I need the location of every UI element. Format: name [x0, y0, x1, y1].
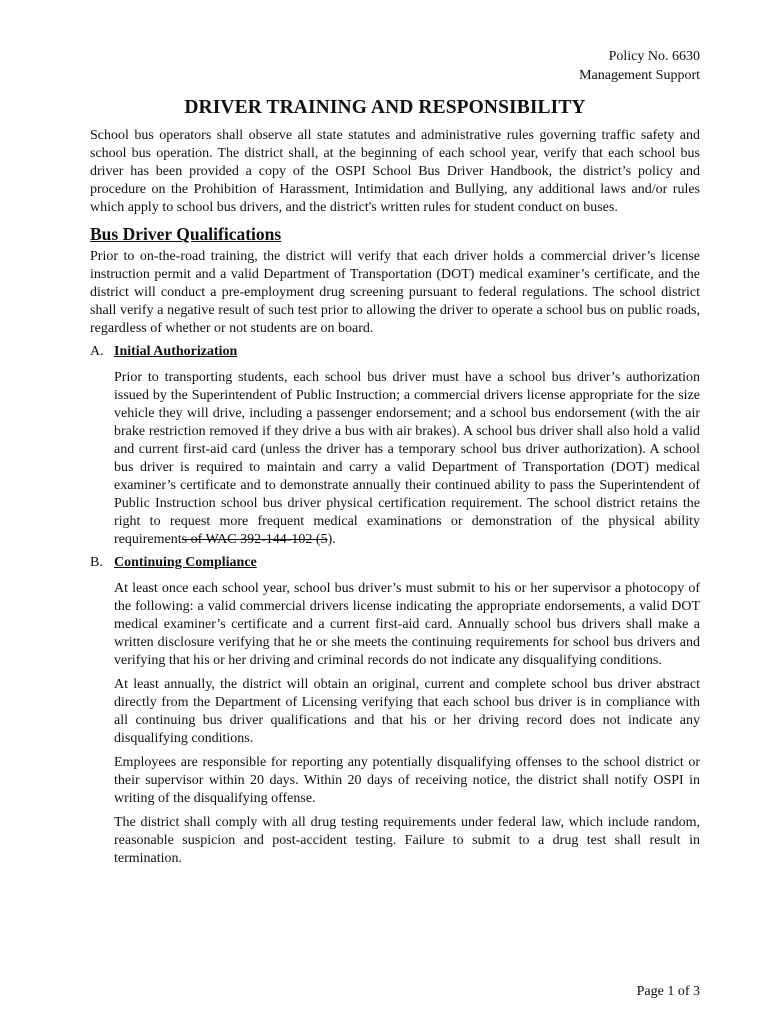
subsection-a-heading: [90, 343, 700, 361]
section-heading-qualifications: Bus Driver Qualifications: [90, 224, 282, 244]
page-title: DRIVER TRAINING AND RESPONSIBILITY: [184, 97, 586, 118]
subsection-b-paragraph: Employees are responsible for reporting any potentially disqualifying offenses to the school district or their supervisor within 20 days. Within 20 days of receiving notice, the district shall notify OSPI in writing of the disqualifying offense.: [114, 755, 700, 806]
subsection-b-letter: B.: [90, 555, 103, 570]
policy-category: Management Support: [579, 68, 700, 83]
subsection-b-title: Continuing Compliance: [114, 555, 257, 570]
intro-paragraph: School bus operators shall observe all state statutes and administrative rules governing traffic safety and school bus operation. The district shall, at the beginning of each school year, verify that each school bus driver has been provided a copy of the OSPI School Bus Driver Handbook, the district’s policy and procedure on the Prohibition of Harassment, Intimidation and Bullying, any additional laws and/or rules which apply to school bus drivers, and the district's written rules for student conduct on buses.: [90, 128, 700, 215]
subsection-a-body: Prior to transporting students, each school bus driver must have a school bus driver’s authorization issued by the Superintendent of Public Instruction; a commercial drivers license appropriate for the size vehicle they will drive, including a passenger endorsement; and a school bus endorsement (with the air brake restriction removed if they drive a bus with air brakes). A school bus driver shall also hold a valid and current first-aid card (unless the driver has a temporary school bus driver authorization). A school bus driver is required to maintain and carry a valid Department of Transportation (DOT) medical examiner’s certificate and to demonstrate annually their continued ability to pass the Superintendent of Public Instruction school bus driver physical certification requirement. The school district retains the right to request more frequent medical examinations or demonstration of the physical ability requirement: [114, 370, 700, 547]
subsection-b-paragraph: At least annually, the district will obtain an original, current and complete school bus driver abstract directly from the Department of Licensing verifying that each school bus driver is in compliance with all continuing bus driver qualifications and that his or her driving record does not indicate any disqualifying conditions.: [114, 677, 700, 746]
subsection-a-title: Initial Authorization: [114, 344, 238, 359]
policy-number: Policy No. 6630: [608, 49, 700, 64]
subsection-a-closing: ).: [327, 532, 336, 547]
subsection-b-heading: [90, 554, 700, 572]
policy-header: [579, 47, 700, 85]
subsection-b-paragraph: The district shall comply with all drug testing requirements under federal law, which include random, reasonable suspicion and post-accident testing. Failure to submit to a drug test shall result in termination.: [114, 815, 700, 866]
struck-citation: s of WAC 392-144-102 (5: [181, 532, 328, 547]
document-body: [90, 127, 700, 868]
subsection-a-letter: A.: [90, 344, 104, 359]
qualifications-intro: Prior to on-the-road training, the district will verify that each driver holds a commercial driver’s license instruction permit and a valid Department of Transportation (DOT) medical examiner’s certificate, and the district will conduct a pre-employment drug screening pursuant to federal regulations. The school district shall verify a negative result of such test prior to allowing the driver to operate a school bus on public roads, regardless of whether or not students are on board.: [90, 249, 700, 336]
subsection-a-text: [114, 369, 700, 549]
subsection-b-paragraph: At least once each school year, school bus driver’s must submit to his or her supervisor a photocopy of the following: a valid commercial drivers license indicating the appropriate endorsements, a valid DOT medical examiner’s certificate and a current first-aid card. Annually school bus drivers shall make a written disclosure verifying that he or she meets the continuing requirements for school bus drivers and verifying that his or her driving and criminal records do not indicate any disqualifying conditions.: [114, 581, 700, 668]
page-number: Page 1 of 3: [636, 984, 700, 999]
